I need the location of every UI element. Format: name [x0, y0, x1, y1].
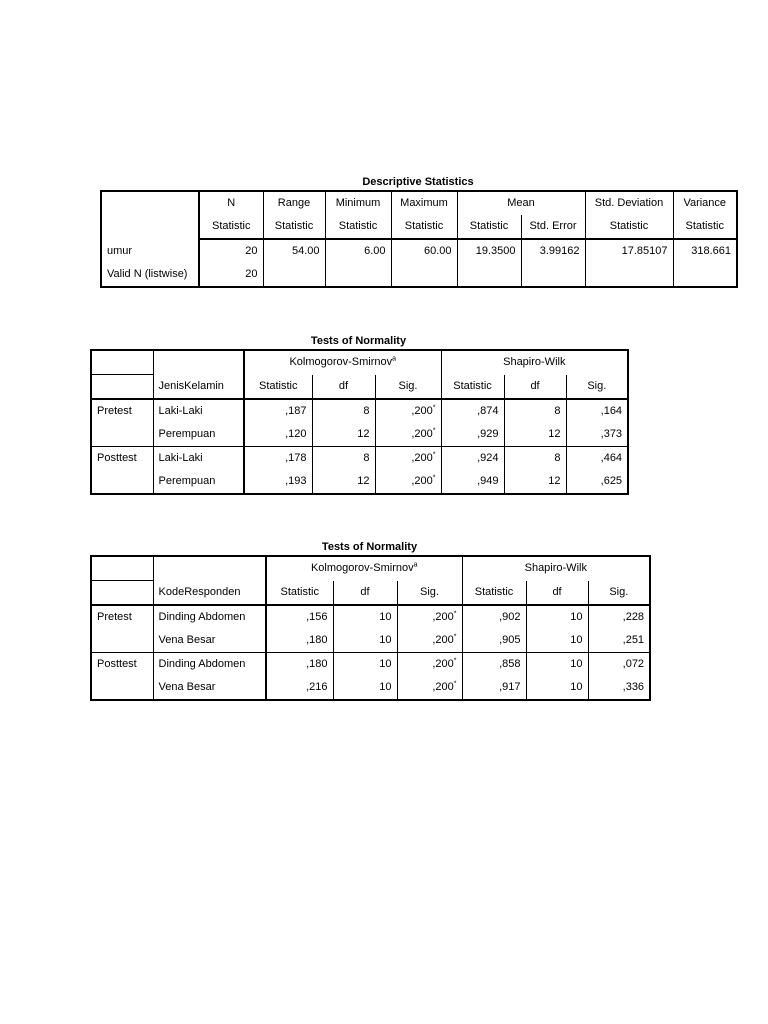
norm2-sig-value: ,200 [432, 681, 454, 693]
norm2-sig-value: ,200 [432, 658, 454, 670]
norm1-value-cell [375, 399, 441, 423]
desc-header-mean: Mean [457, 191, 585, 215]
desc-value-cell [457, 263, 521, 287]
norm2-value-cell: ,180 [266, 629, 333, 653]
desc-value-cell: 17.85107 [585, 239, 673, 263]
desc-subheader: Statistic [391, 215, 457, 239]
normality-koderesponden-title: Tests of Normality [321, 541, 418, 553]
norm1-header-row [91, 350, 628, 375]
desc-subheader: Statistic [263, 215, 325, 239]
norm2-subheader-row [91, 581, 650, 606]
norm1-data-row [91, 399, 628, 423]
norm1-value-cell: ,187 [244, 399, 312, 423]
norm2-value-cell: ,902 [462, 605, 526, 629]
norm1-subheader: df [504, 375, 566, 400]
desc-subheader: Statistic [325, 215, 391, 239]
desc-value-cell [585, 263, 673, 287]
desc-value-cell [263, 263, 325, 287]
norm1-group-header: JenisKelamin [153, 375, 244, 400]
desc-value-cell [673, 263, 737, 287]
norm2-value-cell: 10 [333, 605, 397, 629]
norm2-corner-cell [153, 556, 266, 581]
norm2-value-cell: ,072 [588, 653, 650, 677]
norm2-data-row [91, 676, 650, 700]
norm1-value-cell: ,929 [441, 423, 504, 447]
norm1-subheader: Sig. [566, 375, 628, 400]
norm1-group-label: Laki-Laki [153, 447, 244, 471]
norm2-value-cell: ,216 [266, 676, 333, 700]
desc-value-cell [391, 263, 457, 287]
desc-value-cell: 20 [199, 263, 263, 287]
norm2-value-cell [397, 676, 462, 700]
desc-header-n: N [199, 191, 263, 215]
norm2-sig-footnote-mark: * [453, 633, 457, 641]
desc-subheader: Statistic [457, 215, 521, 239]
norm1-ks-footnote-mark: a [392, 355, 397, 363]
norm1-group-label: Perempuan [153, 470, 244, 494]
norm2-subheader: df [526, 581, 588, 606]
norm1-value-cell: ,164 [566, 399, 628, 423]
norm1-data-row [91, 423, 628, 447]
norm2-sw-header: Shapiro-Wilk [462, 556, 650, 581]
norm2-ks-header [266, 556, 462, 581]
norm2-value-cell: ,228 [588, 605, 650, 629]
norm2-value-cell: ,917 [462, 676, 526, 700]
desc-value-cell [521, 263, 585, 287]
norm1-value-cell: ,464 [566, 447, 628, 471]
norm1-value-cell: ,625 [566, 470, 628, 494]
norm1-corner-cell [153, 350, 244, 375]
norm1-value-cell: 12 [312, 423, 375, 447]
norm1-value-cell: 12 [504, 470, 566, 494]
desc-value-cell: 318.661 [673, 239, 737, 263]
norm2-value-cell: ,905 [462, 629, 526, 653]
norm1-value-cell: 8 [504, 399, 566, 423]
norm1-ks-header [244, 350, 441, 375]
norm2-subheader: Statistic [266, 581, 333, 606]
norm2-value-cell: 10 [526, 653, 588, 677]
descriptive-statistics-table [100, 190, 738, 288]
norm1-group-label: Laki-Laki [153, 399, 244, 423]
desc-value-cell: 54.00 [263, 239, 325, 263]
norm2-data-row [91, 653, 650, 677]
norm2-value-cell: 10 [526, 676, 588, 700]
norm1-value-cell [375, 447, 441, 471]
desc-subheader: Statistic [673, 215, 737, 239]
desc-header-maximum: Maximum [391, 191, 457, 215]
norm1-value-cell: 8 [504, 447, 566, 471]
norm1-value-cell: 12 [504, 423, 566, 447]
norm1-subheader: Sig. [375, 375, 441, 400]
norm1-value-cell: 8 [312, 399, 375, 423]
desc-value-cell: 19.3500 [457, 239, 521, 263]
norm2-data-row [91, 605, 650, 629]
norm1-sig-footnote-mark: * [432, 427, 436, 435]
norm1-value-cell: ,178 [244, 447, 312, 471]
norm2-data-row [91, 629, 650, 653]
norm1-value-cell [375, 423, 441, 447]
normality-jeniskelamin-table [90, 349, 629, 495]
norm1-ks-header-text: Kolmogorov-Smirnov [289, 356, 393, 369]
norm2-value-cell: 10 [333, 629, 397, 653]
norm1-test-label: Posttest [91, 447, 153, 495]
norm1-sig-footnote-mark: * [432, 474, 436, 482]
norm1-corner-cell [91, 375, 153, 400]
norm2-subheader: Sig. [588, 581, 650, 606]
desc-data-row [101, 263, 737, 287]
desc-corner-cell [101, 191, 199, 239]
norm1-value-cell: 12 [312, 470, 375, 494]
norm1-value-cell [375, 470, 441, 494]
norm2-value-cell [397, 653, 462, 677]
norm2-subheader: Sig. [397, 581, 462, 606]
norm1-value-cell: ,120 [244, 423, 312, 447]
norm2-value-cell: ,336 [588, 676, 650, 700]
norm1-sig-value: ,200 [411, 452, 433, 464]
norm2-sig-footnote-mark: * [453, 657, 457, 665]
norm1-sig-value: ,200 [411, 405, 433, 417]
norm1-subheader: Statistic [441, 375, 504, 400]
normality-jeniskelamin-title: Tests of Normality [310, 335, 407, 347]
norm2-value-cell: 10 [526, 629, 588, 653]
norm2-ks-footnote-mark: a [413, 561, 418, 569]
norm1-sig-footnote-mark: * [432, 404, 436, 412]
norm2-value-cell [397, 629, 462, 653]
norm2-group-label: Vena Besar [153, 629, 266, 653]
norm2-value-cell: ,251 [588, 629, 650, 653]
norm2-sig-value: ,200 [432, 611, 454, 623]
norm1-sig-value: ,200 [411, 428, 433, 440]
norm1-subheader-row [91, 375, 628, 400]
desc-header-std-deviation: Std. Deviation [585, 191, 673, 215]
norm1-test-label: Pretest [91, 399, 153, 447]
desc-row-label: umur [101, 239, 199, 263]
desc-data-row [101, 239, 737, 263]
norm2-value-cell: 10 [333, 653, 397, 677]
norm2-corner-cell [91, 581, 153, 606]
norm2-value-cell [397, 605, 462, 629]
norm2-value-cell: 10 [333, 676, 397, 700]
descriptive-statistics-title: Descriptive Statistics [362, 176, 474, 188]
norm1-sw-header: Shapiro-Wilk [441, 350, 628, 375]
norm2-ks-header-text: Kolmogorov-Smirnov [310, 562, 414, 575]
norm2-value-cell: ,180 [266, 653, 333, 677]
normality-koderesponden-table [90, 555, 651, 701]
norm1-value-cell: ,874 [441, 399, 504, 423]
norm2-group-label: Vena Besar [153, 676, 266, 700]
norm1-data-row [91, 470, 628, 494]
norm1-value-cell: ,373 [566, 423, 628, 447]
desc-header-range: Range [263, 191, 325, 215]
norm1-value-cell: ,924 [441, 447, 504, 471]
desc-subheader: Statistic [585, 215, 673, 239]
desc-header-row [101, 191, 737, 215]
norm1-sig-value: ,200 [411, 475, 433, 487]
desc-row-label: Valid N (listwise) [101, 263, 199, 287]
desc-header-variance: Variance [673, 191, 737, 215]
norm1-sig-footnote-mark: * [432, 451, 436, 459]
norm2-group-label: Dinding Abdomen [153, 605, 266, 629]
norm2-test-label: Pretest [91, 605, 153, 653]
norm2-value-cell: ,156 [266, 605, 333, 629]
norm1-group-label: Perempuan [153, 423, 244, 447]
norm2-subheader: df [333, 581, 397, 606]
norm1-subheader: Statistic [244, 375, 312, 400]
norm2-value-cell: ,858 [462, 653, 526, 677]
desc-value-cell: 60.00 [391, 239, 457, 263]
desc-value-cell: 6.00 [325, 239, 391, 263]
norm1-value-cell: ,949 [441, 470, 504, 494]
norm2-corner-cell [91, 556, 153, 581]
norm2-group-label: Dinding Abdomen [153, 653, 266, 677]
norm2-sig-value: ,200 [432, 634, 454, 646]
desc-value-cell [325, 263, 391, 287]
norm1-data-row [91, 447, 628, 471]
desc-subheader: Std. Error [521, 215, 585, 239]
desc-subheader: Statistic [199, 215, 263, 239]
norm2-subheader: Statistic [462, 581, 526, 606]
norm1-value-cell: 8 [312, 447, 375, 471]
norm1-subheader: df [312, 375, 375, 400]
norm1-value-cell: ,193 [244, 470, 312, 494]
desc-value-cell: 20 [199, 239, 263, 263]
norm2-sig-footnote-mark: * [453, 610, 457, 618]
norm2-value-cell: 10 [526, 605, 588, 629]
norm2-header-row [91, 556, 650, 581]
norm2-test-label: Posttest [91, 653, 153, 701]
norm2-sig-footnote-mark: * [453, 680, 457, 688]
desc-header-minimum: Minimum [325, 191, 391, 215]
desc-value-cell: 3.99162 [521, 239, 585, 263]
norm2-group-header: KodeResponden [153, 581, 266, 606]
norm1-corner-cell [91, 350, 153, 375]
